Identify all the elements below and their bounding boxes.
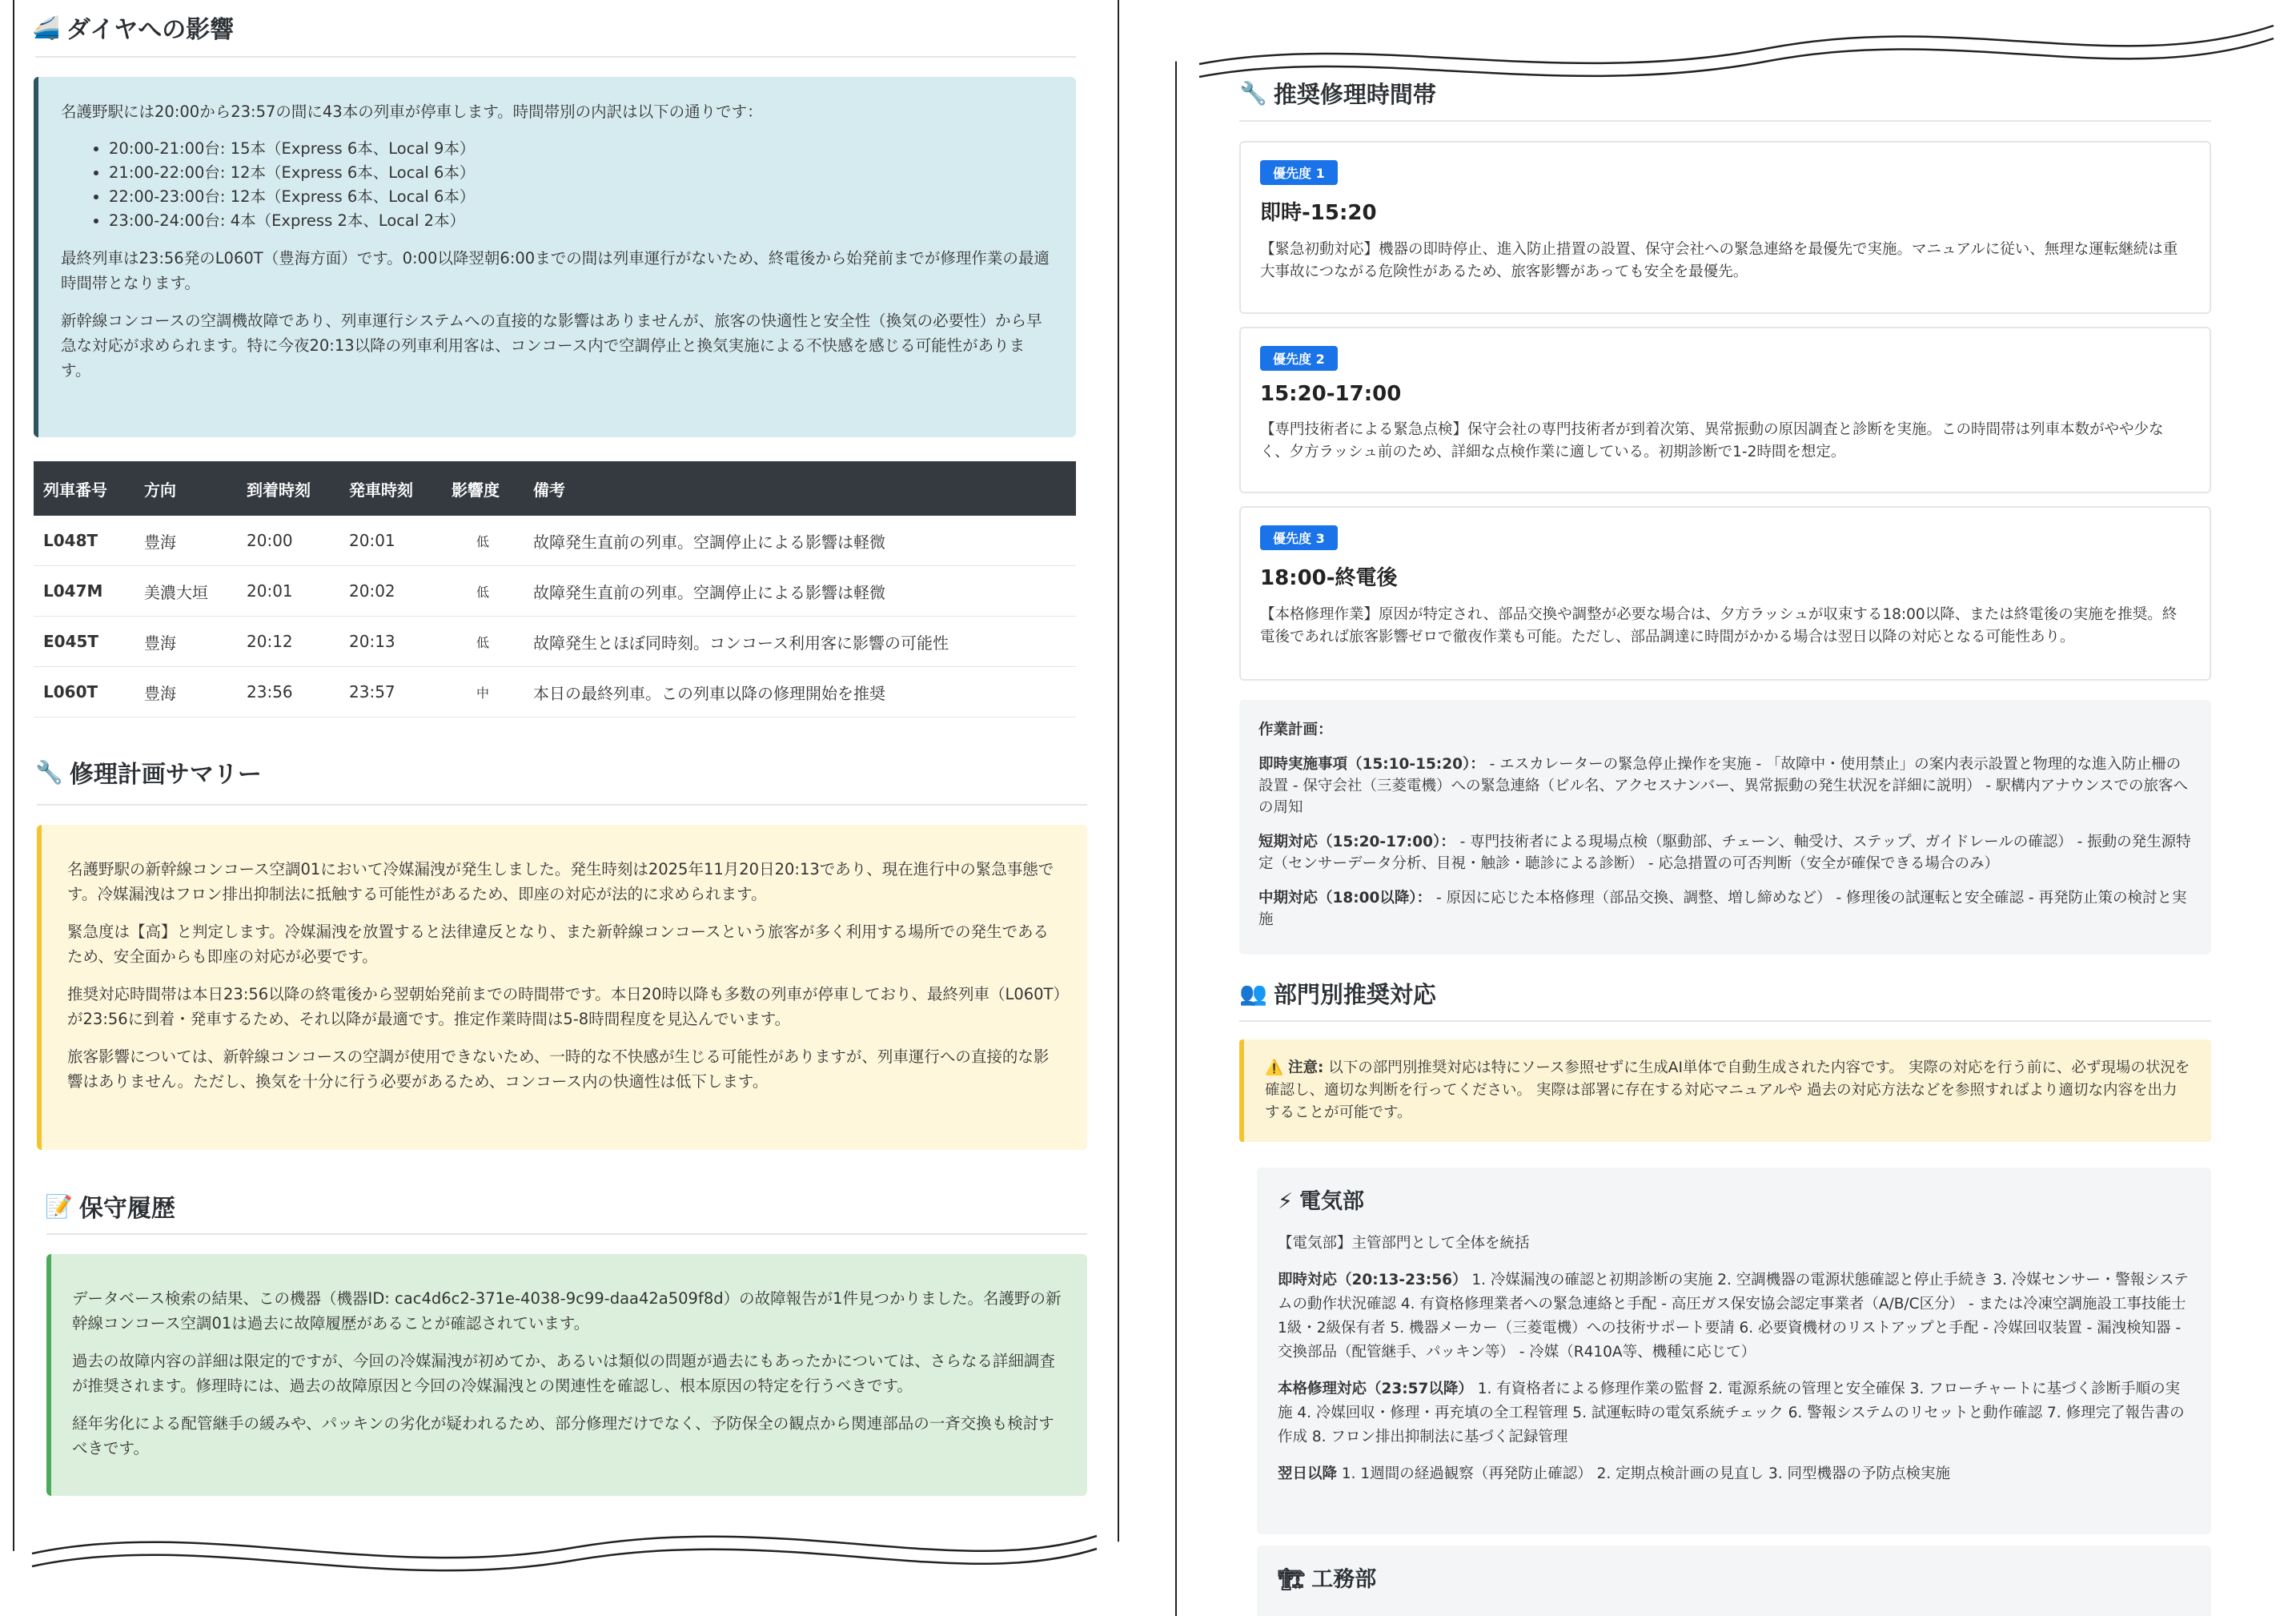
list-item: • 20:00-21:00台: 15本（Express 6本、Local 9本） (109, 137, 1054, 161)
history-title-text: 保守履歴 (78, 1195, 175, 1223)
warning-icon: ⚠️ (1265, 1059, 1284, 1076)
history-paragraph: データベース検索の結果、この機器（機器ID: cac4d6c2-371e-4038-9c99-daa42a509f8d）の故障報告が1件見つかりました。名護野の新幹線コンコース空調01は過去に故障履歴があることが確認されています。 (72, 1289, 1062, 1333)
train-direction: 豊海 (134, 667, 237, 718)
col-header: 到着時刻 (237, 461, 339, 516)
train-code: L048T (34, 516, 134, 566)
dia-title-text: ダイヤへの影響 (66, 16, 235, 44)
col-header: 方向 (134, 461, 237, 516)
work-plan-item (1258, 887, 2192, 931)
lightning-icon: ⚡ (1278, 1189, 1293, 1214)
departure-time: 20:01 (339, 516, 442, 566)
memo-icon: 📝 (45, 1192, 73, 1220)
summary-paragraph: 旅客影響については、新幹線コンコースの空調が使用できないため、一時的な不快感が生じる可能性がありますが、列車運行への直接的な影響はありません。ただし、換気を十分に行う必要があるため、コンコース内の快適性は低下します。 (67, 1047, 1050, 1091)
dia-hour-list (61, 137, 1054, 233)
departure-time: 20:13 (339, 617, 442, 667)
work-plan-text: - エスカレーターの緊急停止操作を実施 - 「故障中・使用禁止」の案内表示設置と物理的な進入防止柵の設置 - 保守会社（三菱電機）への緊急連絡（ビル名、アクセスナンバー、異常振動の発生状況を詳細に説明） - 駅構内アナウンスでの旅客への周知 (1258, 756, 2188, 816)
arrival-time: 20:00 (237, 516, 339, 566)
summary-box (37, 825, 1087, 1150)
dept-electric-item (1278, 1377, 2190, 1449)
arrival-time: 20:01 (237, 566, 339, 617)
train-direction: 美濃大垣 (134, 566, 237, 617)
dept-electric-item (1278, 1462, 2190, 1486)
warning-text: 以下の部門別推奨対応は特にソース参照せずに生成AI単体で自動生成された内容です。 実際の対応を行う前に、必ず現場の状況を確認し、適切な判断を行ってください。 実際は部署に存在する対応マニュアルや 過去の対応方法などを参照すればより適切な内容を出力することが可能です。 (1265, 1059, 2190, 1121)
col-header: 列車番号 (34, 461, 134, 516)
work-plan-text: - 原因に応じた本格修理（部品交換、調整、増し締めなど） - 修理後の試運転と安全確認 - 再発防止策の検討と実施 (1258, 890, 2187, 928)
work-plan-heading: 作業計画： (1258, 722, 1333, 738)
table-row (34, 617, 1076, 667)
impact-level: 中 (442, 667, 524, 718)
summary-paragraph: 推奨対応時間帯は本日23:56以降の終電後から翌朝始発前までの時間帯です。本日20時以降も多数の列車が停車しており、最終列車（L060T）が23:56に到着・発車するため、それ以降が最適です。推定作業時間は5-8時間程度を見込んでいます。 (67, 985, 1062, 1028)
departure-time: 20:02 (339, 566, 442, 617)
impact-level: 低 (442, 566, 524, 617)
priority-time: 18:00-終電後 (1260, 566, 1398, 590)
title-divider (46, 1233, 1087, 1235)
dept-electric-name: 電気部 (1299, 1189, 1364, 1214)
summary-title-text: 修理計画サマリー (69, 761, 262, 789)
train-direction: 豊海 (134, 617, 237, 667)
dept-electric-item (1278, 1268, 2190, 1365)
left-report-panel (13, 0, 1119, 1578)
priority-desc: 【専門技術者による緊急点検】保守会社の専門技術者が到着次第、異常振動の原因調査と診断を実施。この時間帯は列車本数がやや少なく、夕方ラッシュ前のため、詳細な点検作業に適している。初期診断で1-2時間を想定。 (1260, 421, 2164, 460)
table-row (34, 516, 1076, 566)
dept-section-title (1239, 977, 1436, 1010)
table-header-row (34, 461, 1076, 516)
history-paragraph: 過去の故障内容の詳細は限定的ですが、今回の冷媒漏洩が初めてか、あるいは類似の問題が過去にもあったかについては、さらなる詳細調査が推奨されます。修理時には、過去の故障原因と今回の冷媒漏洩との関連性を確認し、根本原因の特定を行うべきです。 (72, 1352, 1055, 1395)
dept-item-label: 翌日以降 (1278, 1465, 1338, 1482)
work-plan-label: 即時実施事項（15:10-15:20）： (1258, 756, 1485, 773)
summary-section-title (35, 754, 262, 790)
dept-electric-card (1257, 1168, 2211, 1534)
dia-section-title (32, 10, 234, 45)
dept-works-card (1257, 1546, 2211, 1616)
summary-paragraph: 緊急度は【高】と判定します。冷媒漏洩を放置すると法律違反となり、また新幹線コンコースという旅客が多く利用する場所での発生であるため、安全面からも即座の対応が必要です。 (67, 923, 1049, 966)
priority-badge: 優先度 2 (1260, 346, 1338, 371)
summary-paragraph: 名護野駅の新幹線コンコース空調01において冷媒漏洩が発生しました。発生時刻は2025年11月20日20:13であり、現在進行中の緊急事態です。冷媒漏洩はフロン排出抑制法に抵触する可能性があるため、即座の対応が法的に求められます。 (67, 860, 1054, 903)
train-table (34, 461, 1076, 718)
priority-desc: 【本格修理作業】原因が特定され、部品交換や調整が必要な場合は、夕方ラッシュが収束する18:00以降、または終電後の実施を推奨。終電後であれば旅客影響ゼロで徹夜作業も可能。ただし、部品調達に時間がかかる場合は翌日以降の対応となる可能性あり。 (1260, 606, 2178, 645)
title-divider (37, 804, 1087, 806)
impact-level: 低 (442, 617, 524, 667)
dia-intro: 名護野駅には20:00から23:57の間に43本の列車が停車します。時間帯別の内訳は以下の通りです： (61, 103, 763, 121)
work-plan-label: 短期対応（15:20-17:00）： (1258, 834, 1455, 850)
warning-label: 注意: (1287, 1059, 1324, 1076)
rec-title-text: 推奨修理時間帯 (1273, 81, 1436, 108)
col-header: 影響度 (442, 461, 524, 516)
table-row (34, 667, 1076, 718)
priority-desc: 【緊急初動対応】機器の即時停止、進入防止措置の設置、保守会社への緊急連絡を最優先で実施。マニュアルに従い、無理な運転継続は重大事故につながる危険性があるため、旅客影響があっても安全を最優先。 (1260, 241, 2178, 280)
priority-card (1239, 141, 2211, 314)
priority-time: 15:20-17:00 (1260, 382, 1402, 406)
train-code: L060T (34, 667, 134, 718)
dept-item-text: 1. 有資格者による修理作業の監督 2. 電源系統の管理と安全確保 3. フローチャートに基づく診断手順の実施 4. 冷媒回収・修理・再充填の全工程管理 5. 試運転時の電気系統チェック 6. 警報システムのリセットと動作確認 7. 修理完了報告書の作成 8. フロン排出抑制法に基づく記録管理 (1278, 1381, 2185, 1445)
work-plan-label: 中期対応（18:00以降）： (1258, 890, 1432, 906)
priority-card (1239, 506, 2211, 681)
history-paragraph: 経年劣化による配管継手の緩みや、パッキンの劣化が疑われるため、部分修理だけでなく、予防保全の観点から関連部品の一斉交換も検討すべきです。 (72, 1414, 1054, 1457)
work-plan-item (1258, 754, 2192, 818)
people-icon: 👥 (1239, 980, 1267, 1007)
train-note: 本日の最終列車。この列車以降の修理開始を推奨 (524, 667, 1076, 718)
dept-item-text: 1. 冷媒漏洩の確認と初期診断の実施 2. 空調機器の電源状態確認と停止手続き 3. 冷媒センサー・警報システムの動作状況確認 4. 有資格修理業者への緊急連絡と手配 - 高圧ガス保安協会認定事業者（A/B/C区分） - または冷凍空調施設工事技能士1級・2級保有者 5. 機器メーカー（三菱電機）への技術サポート要請 6. 必要資機材のリストアップと手配 - 冷媒回収装置 - 漏洩検知器 - 交換部品（配管継手、パッキン等） - 冷媒（R410A等、機種に応じて） (1278, 1272, 2189, 1361)
departure-time: 23:57 (339, 667, 442, 718)
table-row (34, 566, 1076, 617)
train-code: E045T (34, 617, 134, 667)
dia-info-box (34, 77, 1076, 437)
priority-card (1239, 327, 2211, 493)
arrival-time: 23:56 (237, 667, 339, 718)
wrench-icon: 🔧 (1239, 80, 1267, 107)
train-note: 故障発生とほぼ同時刻。コンコース利用客に影響の可能性 (524, 617, 1076, 667)
title-divider (1239, 1020, 2211, 1022)
dept-works-name: 工務部 (1311, 1567, 1377, 1592)
train-code: L047M (34, 566, 134, 617)
train-direction: 豊海 (134, 516, 237, 566)
priority-badge: 優先度 1 (1260, 160, 1338, 185)
list-item: • 23:00-24:00台: 4本（Express 2本、Local 2本） (109, 209, 1054, 233)
priority-time: 即時-15:20 (1260, 201, 1377, 225)
title-divider (35, 56, 1076, 58)
right-report-panel (1175, 0, 2285, 1616)
history-section-title (45, 1188, 175, 1224)
dept-electric-lead: 【電気部】主管部門として全体を統括 (1278, 1235, 1530, 1252)
rec-section-title (1239, 77, 1436, 110)
train-note: 故障発生直前の列車。空調停止による影響は軽微 (524, 566, 1076, 617)
arrival-time: 20:12 (237, 617, 339, 667)
impact-level: 低 (442, 516, 524, 566)
col-header: 備考 (524, 461, 1076, 516)
dia-last-train: 最終列車は23:56発のL060T（豊海方面）です。0:00以降翌朝6:00までの間は列車運行がないため、終電後から始発前までが修理作業の最適時間帯となります。 (61, 249, 1050, 292)
dept-electric-title (1278, 1190, 2190, 1214)
construction-icon: 🏗 (1278, 1567, 1306, 1592)
work-plan-box (1239, 700, 2211, 955)
wrench-icon: 🔧 (35, 758, 63, 786)
dept-title-text: 部門別推奨対応 (1273, 981, 1436, 1008)
dept-item-label: 本格修理対応（23:57以降） (1278, 1381, 1473, 1397)
dept-item-text: 1. 1週間の経過観察（再発防止確認） 2. 定期点検計画の見直し 3. 同型機器の予防点検実施 (1337, 1465, 1951, 1482)
ai-warning-note (1239, 1039, 2211, 1142)
dept-works-title (1278, 1568, 2190, 1592)
title-divider (1239, 120, 2211, 122)
train-icon: 🚄 (32, 14, 60, 41)
work-plan-text: - 専門技術者による現場点検（駆動部、チェーン、軸受け、ステップ、ガイドレールの確認） - 振動の発生源特定（センサーデータ分析、目視・触診・聴診による診断） - 応急措置の可否判断（安全が確保できる場合のみ） (1258, 834, 2191, 872)
train-note: 故障発生直前の列車。空調停止による影響は軽微 (524, 516, 1076, 566)
dept-item-label: 即時対応（20:13-23:56） (1278, 1272, 1467, 1288)
list-item: • 22:00-23:00台: 12本（Express 6本、Local 6本） (109, 185, 1054, 209)
list-item: • 21:00-22:00台: 12本（Express 6本、Local 6本） (109, 161, 1054, 185)
work-plan-item (1258, 831, 2192, 874)
priority-badge: 優先度 3 (1260, 525, 1338, 550)
dia-impact-note: 新幹線コンコースの空調機故障であり、列車運行システムへの直接的な影響はありませんが、旅客の快適性と安全性（換気の必要性）から早急な対応が求められます。特に今夜20:13以降の列車利用客は、コンコース内で空調停止と換気実施による不快感を感じる可能性があります。 (61, 312, 1042, 380)
history-box (46, 1254, 1087, 1496)
col-header: 発車時刻 (339, 461, 442, 516)
